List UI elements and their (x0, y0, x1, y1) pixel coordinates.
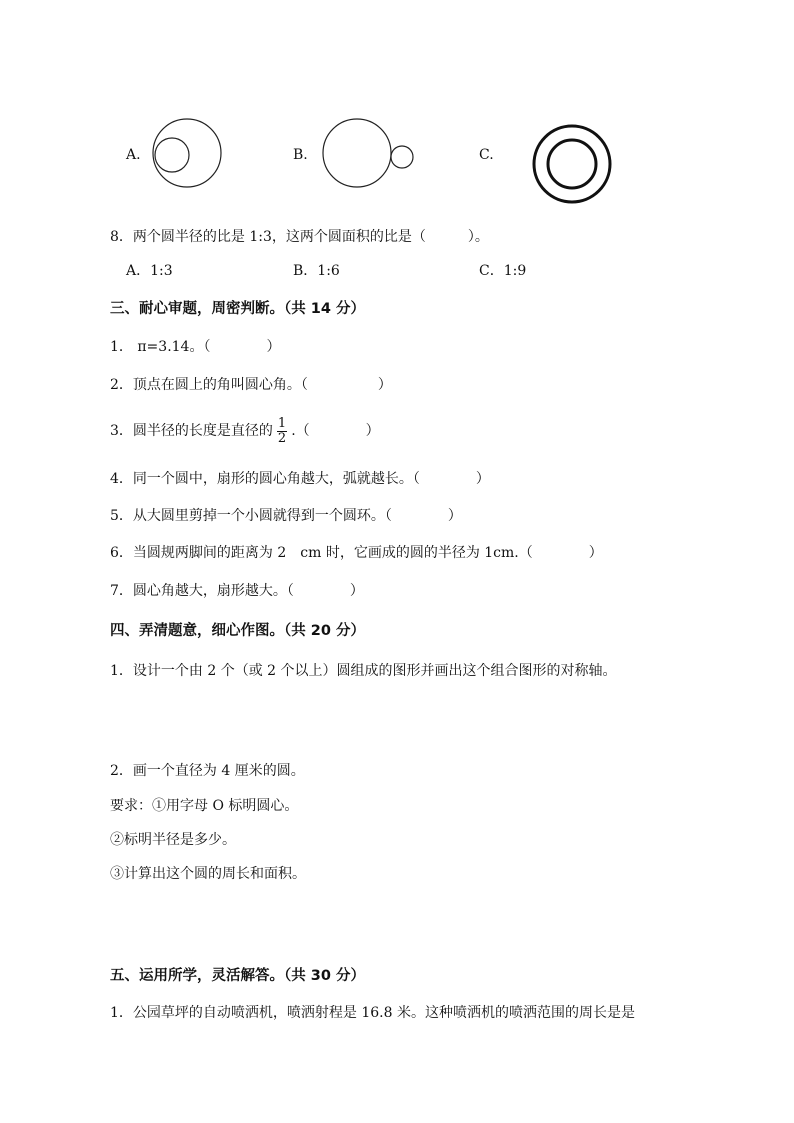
option-a-figure (150, 118, 230, 190)
application-item-1: 1．公园草坪的自动喷洒机，喷洒射程是 16.8 米。这种喷洒机的喷洒范围的周长是是 (110, 1005, 635, 1021)
question-8-option-a: A．1:3 (126, 263, 173, 279)
option-c-inner-circle (548, 140, 596, 188)
option-b-label: B. (293, 147, 308, 163)
judgement-item-6: 6．当圆规两脚间的距离为 2 cm 时，它画成的圆的半径为 1cm.（ ） (110, 545, 603, 561)
option-c-label: C. (479, 147, 494, 163)
judgement-item-3 (110, 414, 380, 448)
fraction-one-half (277, 417, 287, 446)
question-8-text: 8．两个圆半径的比是 1:3，这两个圆面积的比是（ ）。 (110, 229, 489, 245)
judgement-item-3-text: 3．圆半径的长度是直径的 (110, 423, 273, 439)
judgement-item-7: 7．圆心角越大，扇形越大。（ ） (110, 583, 364, 599)
drawing-requirement-3: ③计算出这个圆的周长和面积。 (110, 866, 306, 882)
section-3-title: 三、耐心审题，周密判断。（共 14 分） (110, 301, 366, 317)
section-4-title: 四、弄清题意，细心作图。（共 20 分） (110, 623, 366, 639)
option-b-figure (320, 118, 420, 190)
drawing-requirement-2: ②标明半径是多少。 (110, 832, 236, 848)
option-b-big-circle (323, 119, 391, 187)
judgement-item-2: 2．顶点在圆上的角叫圆心角。（ ） (110, 377, 392, 393)
question-8-option-c: C．1:9 (479, 263, 527, 279)
judgement-item-3-tail: .（ ） (291, 423, 380, 439)
option-a-label: A. (126, 147, 141, 163)
judgement-item-4: 4．同一个圆中，扇形的圆心角越大，弧就越长。（ ） (110, 471, 490, 487)
option-c-outer-circle (534, 126, 610, 202)
fraction-denominator: 2 (277, 430, 287, 446)
question-8-option-b: B．1:6 (293, 263, 340, 279)
section-5-title: 五、运用所学，灵活解答。（共 30 分） (110, 968, 366, 984)
fraction-numerator: 1 (277, 415, 287, 431)
drawing-item-2: 2．画一个直径为 4 厘米的圆。 (110, 763, 305, 779)
option-b-small-circle (391, 146, 413, 168)
drawing-item-1: 1．设计一个由 2 个（或 2 个以上）圆组成的图形并画出这个组合图形的对称轴。 (110, 663, 617, 679)
option-a-big-circle (153, 119, 221, 187)
option-a-small-circle (155, 138, 189, 172)
judgement-item-1: 1． π=3.14。（ ） (110, 339, 281, 355)
drawing-requirement-1: 要求：①用字母 O 标明圆心。 (110, 798, 299, 814)
judgement-item-5: 5．从大圆里剪掉一个小圆就得到一个圆环。（ ） (110, 508, 462, 524)
option-c-figure (530, 122, 614, 206)
